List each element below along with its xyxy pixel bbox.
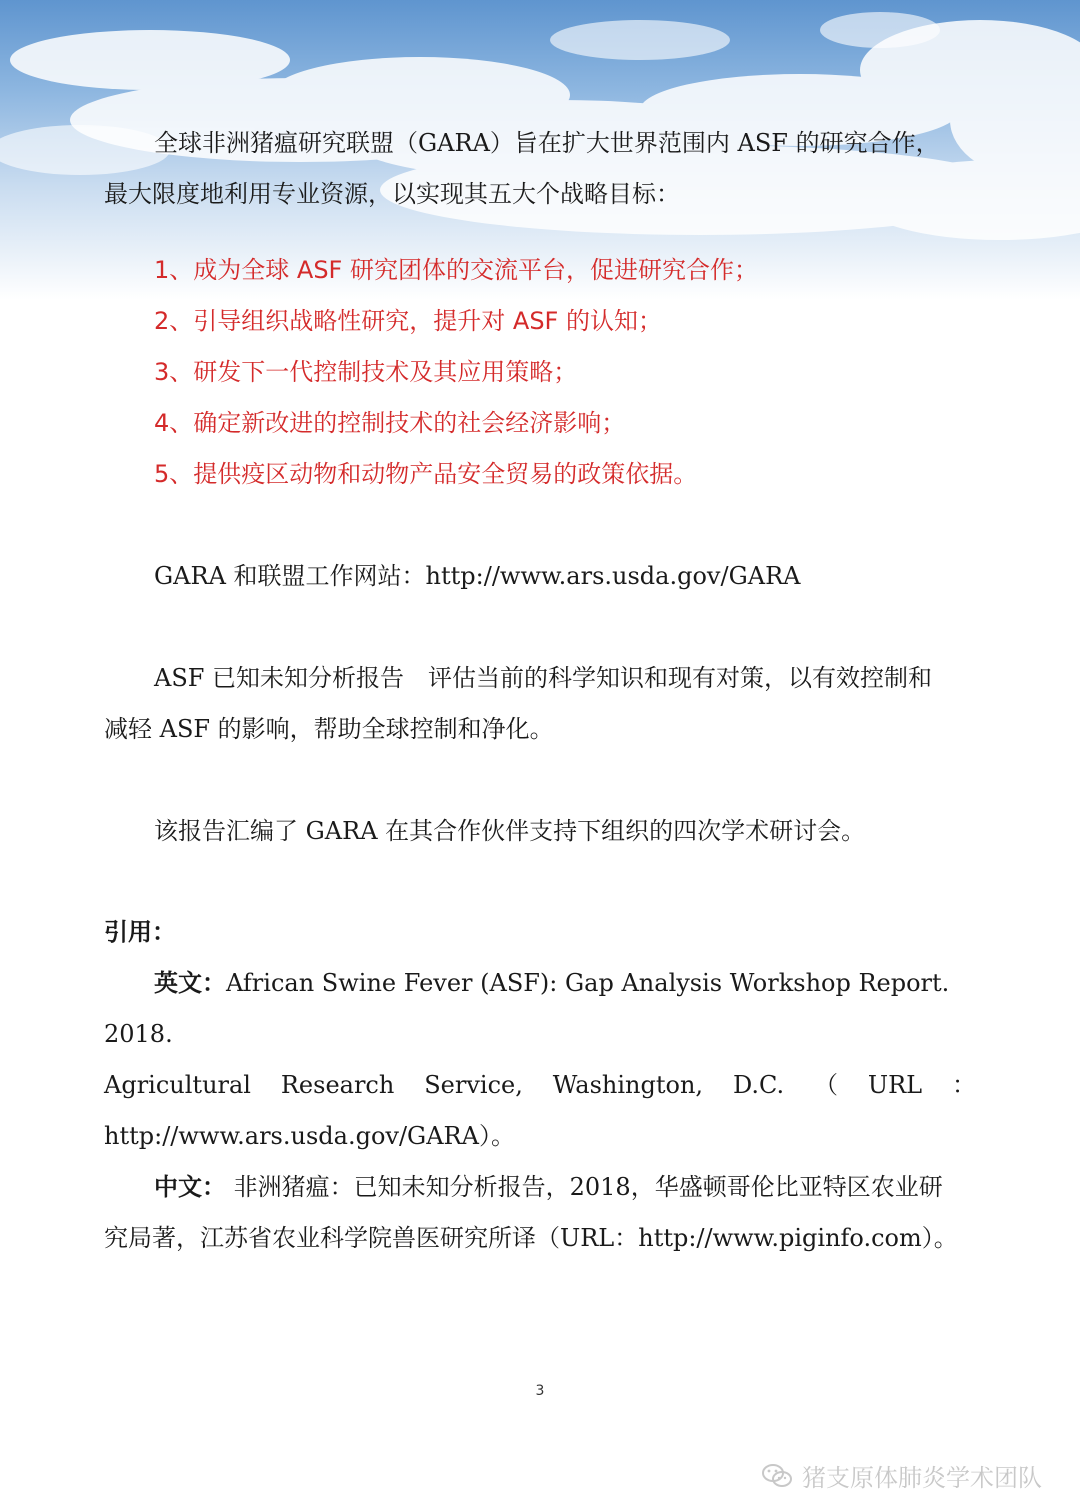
chinese-citation-line-1 [104, 1162, 976, 1213]
watermark-text: 猪支原体肺炎学术团队 [802, 1464, 1042, 1492]
citation-word: （ [813, 1071, 838, 1099]
english-citation-line-2 [104, 1060, 976, 1111]
citation-word: Research [280, 1071, 395, 1099]
compilation-line: 该报告汇编了 GARA 在其合作伙伴支持下组织的四次学术研讨会。 [154, 817, 866, 845]
citation-heading: 引用： [104, 918, 176, 946]
report-paragraph [104, 653, 976, 755]
watermark [762, 1458, 1042, 1493]
goal-item: 2、引导组织战略性研究，提升对 ASF 的认知； [154, 307, 662, 335]
document-body [104, 118, 976, 1264]
citation-word: ： [951, 1071, 976, 1099]
citation-word: URL [867, 1071, 923, 1099]
page-number: 3 [535, 1383, 545, 1399]
chinese-citation-text: 非洲猪瘟：已知未知分析报告，2018，华盛顿哥伦比亚特区农业研 [226, 1173, 943, 1201]
english-citation-line-3: http://www.ars.usda.gov/GARA）。 [104, 1122, 515, 1150]
citation-section [104, 907, 976, 1264]
citation-word: Service, [424, 1071, 523, 1099]
report-line-2: 减轻 ASF 的影响，帮助全球控制和净化。 [104, 715, 554, 743]
report-line-1: ASF 已知未知分析报告 评估当前的科学知识和现有对策，以有效控制和 [154, 664, 933, 692]
english-citation-line-1 [104, 958, 976, 1060]
goal-item: 4、确定新改进的控制技术的社会经济影响； [154, 409, 626, 437]
english-label: 英文： [154, 969, 226, 997]
intro-line-2: 最大限度地利用专业资源，以实现其五大个战略目标： [104, 180, 680, 208]
strategic-goals-list [104, 245, 976, 500]
goal-item: 3、研发下一代控制技术及其应用策略； [154, 358, 578, 386]
citation-word: D.C. [732, 1071, 785, 1099]
goal-item: 5、提供疫区动物和动物产品安全贸易的政策依据。 [154, 460, 698, 488]
intro-line-1: 全球非洲猪瘟研究联盟（GARA）旨在扩大世界范围内 ASF 的研究合作， [154, 129, 940, 157]
chinese-citation-line-2: 究局著，江苏省农业科学院兽医研究所译（URL：http://www.piginfo.com）。 [104, 1224, 958, 1252]
chinese-label: 中文： [154, 1173, 226, 1201]
goal-item: 1、成为全球 ASF 研究团体的交流平台，促进研究合作； [154, 256, 758, 284]
wechat-icon [762, 1463, 792, 1489]
citation-word: Agricultural [104, 1071, 251, 1099]
website-line: GARA 和联盟工作网站：http://www.ars.usda.gov/GARA [154, 562, 801, 590]
citation-word: Washington, [552, 1071, 704, 1099]
english-citation-text: African Swine Fever (ASF): Gap Analysis Workshop Report. 2018. [104, 969, 950, 1048]
